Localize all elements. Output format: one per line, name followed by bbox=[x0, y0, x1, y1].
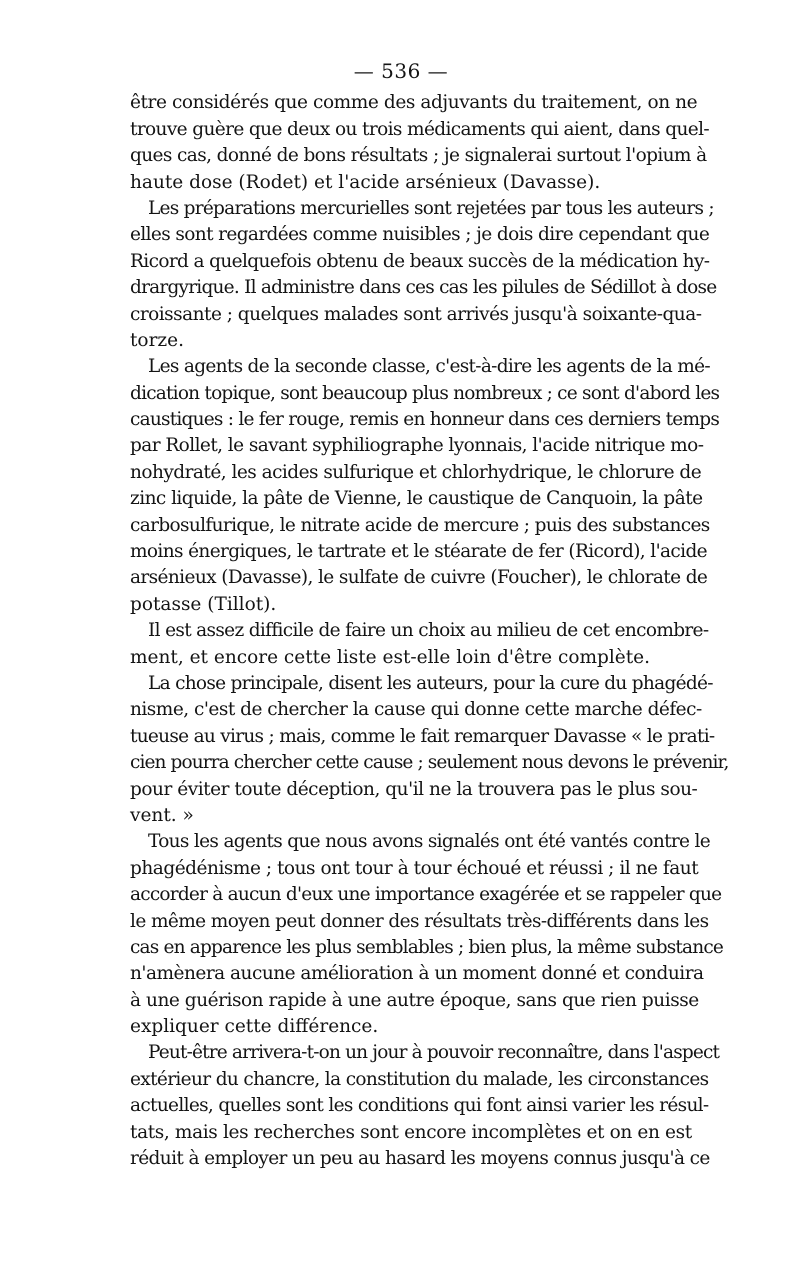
paragraph bbox=[130, 671, 729, 829]
text-line: expliquer cette différence. bbox=[130, 1016, 379, 1038]
text-line: Les préparations mercurielles sont rejetées par tous les auteurs ; bbox=[148, 197, 714, 219]
text-line: Tous les agents que nous avons signalés ont été vantés contre le bbox=[148, 831, 710, 853]
text-line: extérieur du chancre, la constitution du malade, les circonstances bbox=[130, 1068, 709, 1090]
text-line: arsénieux (Davasse), le sulfate de cuivre (Foucher), le chlorate de bbox=[130, 567, 708, 589]
text-line: haute dose (Rodet) et l'acide arsénieux (Davasse). bbox=[130, 171, 601, 193]
text-line: par Rollet, le savant syphiliographe lyonnais, l'acide nitrique mo- bbox=[130, 435, 704, 457]
text-line: drargyrique. Il administre dans ces cas les pilules de Sédillot à dose bbox=[130, 277, 717, 299]
text-line: n'amènera aucune amélioration à un moment donné et conduira bbox=[130, 963, 704, 985]
paragraph bbox=[130, 90, 710, 196]
text-line: torze. bbox=[130, 329, 184, 351]
paragraph bbox=[130, 196, 717, 354]
text-line: phagédénisme ; tous ont tour à tour échoué et réussi ; il ne faut bbox=[130, 857, 699, 879]
text-line: Ricord a quelquefois obtenu de beaux succès de la médication hy- bbox=[130, 250, 710, 272]
text-line: vent. » bbox=[130, 804, 194, 826]
text-line: potasse (Tillot). bbox=[130, 593, 277, 615]
text-line: tats, mais les recherches sont encore incomplètes et on en est bbox=[130, 1121, 692, 1143]
text-line: Peut-être arrivera-t-on un jour à pouvoir reconnaître, dans l'aspect bbox=[148, 1042, 720, 1064]
text-line: carbosulfurique, le nitrate acide de mercure ; puis des substances bbox=[130, 514, 710, 536]
text-line: croissante ; quelques malades sont arrivés jusqu'à soixante-qua- bbox=[130, 303, 702, 325]
page-number: — 536 — bbox=[353, 59, 449, 83]
text-line: moins énergiques, le tartrate et le stéarate de fer (Ricord), l'acide bbox=[130, 541, 707, 563]
text-line: à une guérison rapide à une autre époque, sans que rien puisse bbox=[130, 989, 699, 1011]
text-line: La chose principale, disent les auteurs, pour la cure du phagédé- bbox=[148, 673, 713, 694]
text-line: être considérés que comme des adjuvants du traitement, on ne bbox=[130, 92, 698, 114]
paragraph bbox=[130, 829, 724, 1040]
paragraph bbox=[130, 618, 709, 671]
text-line: réduit à employer un peu au hasard les moyens connus jusqu'à ce bbox=[130, 1148, 710, 1170]
text-line: zinc liquide, la pâte de Vienne, le caustique de Canquoin, la pâte bbox=[130, 488, 703, 510]
text-line: cien pourra chercher cette cause ; seulement nous devons le prévenir, bbox=[130, 752, 729, 774]
text-line: caustiques : le fer rouge, remis en honneur dans ces derniers temps bbox=[130, 409, 720, 431]
text-line: Il est assez difficile de faire un choix au milieu de cet encombre- bbox=[148, 620, 709, 642]
text-line: Les agents de la seconde classe, c'est-à-dire les agents de la mé- bbox=[148, 356, 710, 378]
text-line: dication topique, sont beaucoup plus nombreux ; ce sont d'abord les bbox=[130, 382, 720, 404]
text-line: cas en apparence les plus semblables ; bien plus, la même substance bbox=[130, 936, 724, 958]
page-content bbox=[130, 58, 729, 1172]
text-line: ment, et encore cette liste est-elle loin d'être complète. bbox=[130, 646, 650, 668]
text-line: accorder à aucun d'eux une importance exagérée et se rappeler que bbox=[130, 884, 722, 906]
paragraph bbox=[130, 1040, 720, 1172]
text-line: pour éviter toute déception, qu'il ne la trouvera pas le plus sou- bbox=[130, 778, 698, 800]
text-line: actuelles, quelles sont les conditions qui font ainsi varier les résul- bbox=[130, 1095, 709, 1117]
text-line: le même moyen peut donner des résultats très-différents dans les bbox=[130, 910, 709, 932]
text-line: tueuse au virus ; mais, comme le fait remarquer Davasse « le prati- bbox=[130, 725, 715, 747]
text-line: ques cas, donné de bons résultats ; je signalerai surtout l'opium à bbox=[130, 145, 707, 167]
paragraph bbox=[130, 354, 720, 618]
text-line: nisme, c'est de chercher la cause qui donne cette marche défec- bbox=[130, 699, 702, 721]
text-line: elles sont regardées comme nuisibles ; je dois dire cependant que bbox=[130, 224, 710, 246]
text-line: trouve guère que deux ou trois médicaments qui aient, dans quel- bbox=[130, 118, 710, 140]
body-text bbox=[130, 90, 729, 1172]
text-line: nohydraté, les acides sulfurique et chlorhydrique, le chlorure de bbox=[130, 461, 702, 483]
